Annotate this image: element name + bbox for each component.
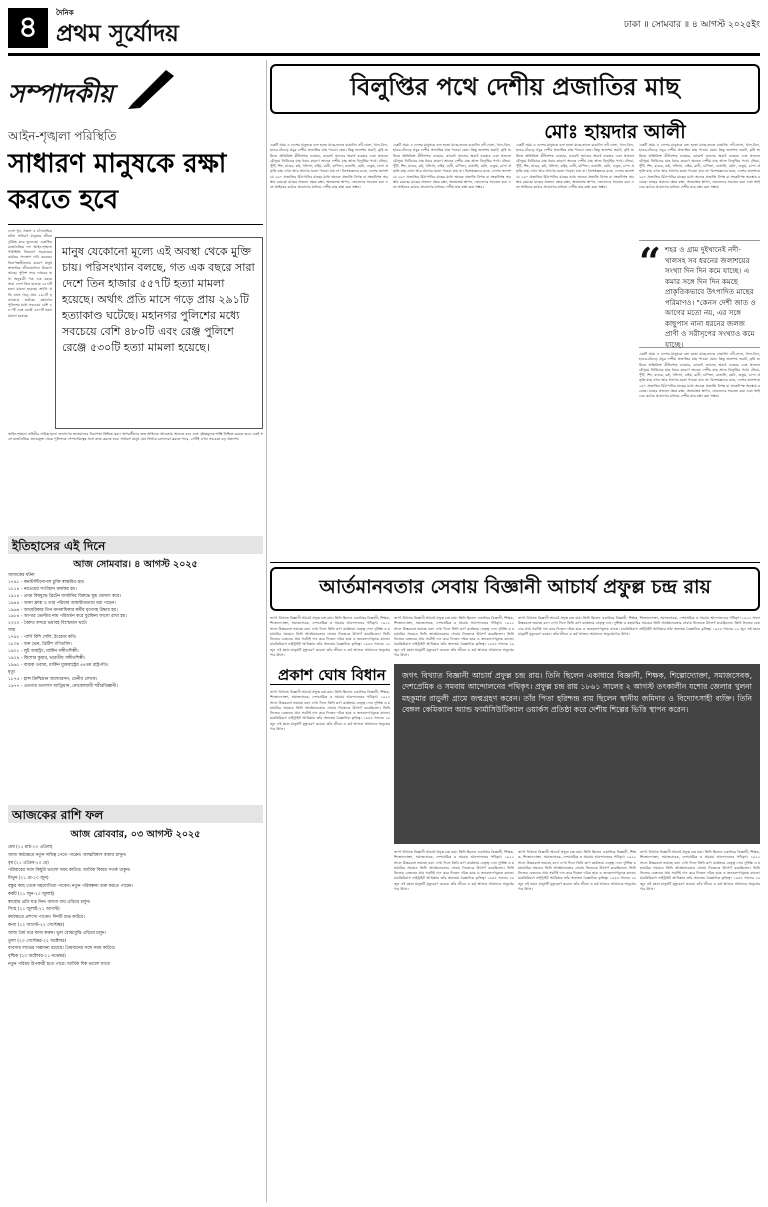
feature2-byline: প্রকাশ ঘোষ বিধান	[278, 666, 386, 684]
horoscope-body: মেষ (২১ মার্চ-২০ এপ্রিল) আজ কর্মক্ষেত্রে নতুন দায়িত্ব পেতে পারেন। আত্মবিশ্বাস বজায় রাখুন। বৃষ (২১ এপ্রিল-২০ মে) পরিবারের সঙ্গে কিছুটা ভালো সময় কাটবে। আর্থিক বিষয়ে সতর্ক থাকুন। মিথুন (২১ মে-২০ জুন) বন্ধুর কাছ থেকে সহযোগিতা পাবেন। নতুন পরিকল্পনা শুরু করতে পারেন। কর্কট (২১ জুন-২০ জুলাই) স্বাস্থ্যের প্রতি যত্ন নিন। অযথা ব্যয় এড়িয়ে চলুন। সিংহ (২১ জুলাই-২১ আগস্ট) কর্মক্ষেত্রে প্রশংসা পাবেন। দিনটি শুভ কাটবে। কন্যা (২২ আগস্ট-২২ সেপ্টেম্বর) আজ ধৈর্য ধরে কাজ করুন। ভুল বোঝাবুঝি এড়িয়ে চলুন। তুলা (২৩ সেপ্টেম্বর-২২ অক্টোবর) ব্যবসায় লাভের সম্ভাবনা রয়েছে। প্রিয়জনের সঙ্গে সময় কাটবে। বৃশ্চিক (২৩ অক্টোবর-২১ নভেম্বর) নতুন পরিচয় উপকারী হতে পারে। আর্থিক দিক ভালো যাবে।	[8, 845, 134, 967]
editorial-body-bottom: আইন-শৃঙ্খলা বাহিনীর দায়িত্ব হলো জনগণের জানমালের নিরাপত্তা নিশ্চিত করা। অপরাধীদের দ্রুত আইনের আওতায় আনতে হবে এবং দৃষ্টান্তমূলক শাস্তি নিশ্চিত করতে হবে। একই সঙ্গে রাজনৈতিক প্রভাবমুক্ত থেকে পুলিশকে পেশাদারিত্বের সঙ্গে কাজ করতে হবে। সাধারণ মানুষ যেন নির্ভয়ে চলাফেরা করতে পারে, সেটিই এখন সবচেয়ে বড় প্রত্যাশা।	[8, 432, 263, 442]
masthead-logo	[56, 7, 246, 47]
horoscope-title-bar	[8, 805, 263, 823]
feature1-byline: মোঃ হায়দার আলী	[544, 121, 686, 143]
editorial-divider	[8, 224, 263, 225]
quote-mark-icon: “	[639, 239, 661, 284]
feature1-headline: বিলুপ্তির পথে দেশীয় প্রজাতির মাছ	[350, 73, 680, 101]
feature1-col-4-top: একটি সময় এ দেশের মানুষকে বলা হতো মাছে-ভাতে বাঙালি। নদী-নালা, খাল-বিল, হাওর-বাঁওড়ে প্রচুর দেশীয় প্রজাতির মাছ পাওয়া যেত। কিন্তু জলাশয় ভরাট, কৃষি জমিতে অতিরিক্ত কীটনাশক ব্যবহার, কারেন্ট জালের অবাধ ব্যবহার এবং প্রজনন মৌসুমে নির্বিচারে মাছ ধরার কারণে অনেক দেশীয় মাছ আজ বিলুপ্তির পথে। টেংরা, পুঁটি, শিং, মাগুর, কই, খলিসা, বাইম, রানী, চাপিলা, বাতাসি, মেনি, গুতুম, চান্দা প্রভৃতি মাছ এখন আর আগের মতো পাওয়া যায় না। বিশেষজ্ঞদের মতে, দেশের জলাশয়ে ২৬০ প্রজাতির মিঠাপানির মাছের মধ্যে অনেক প্রজাতি বিপন্ন বা সংকটাপন্ন অবস্থায় রয়েছে। মাছের প্রজনন ক্ষেত্র রক্ষা, অভয়াশ্রম স্থাপন, জেলেদের সচেতন করা এবং আইনের কঠোর প্রয়োগের মাধ্যমে দেশীয় মাছ রক্ষা করা সম্ভব।	[639, 143, 762, 190]
pen-icon	[126, 66, 178, 110]
horoscope-date: আজ রোববার, ০৩ আগস্ট ২০২৫	[70, 829, 201, 840]
history-title: ইতিহাসের এই দিনে	[12, 539, 106, 553]
horoscope-title: আজকের রাশি ফল	[12, 808, 104, 822]
feature1-col-2: একটি সময় এ দেশের মানুষকে বলা হতো মাছে-ভাতে বাঙালি। নদী-নালা, খাল-বিল, হাওর-বাঁওড়ে প্রচুর দেশীয় প্রজাতির মাছ পাওয়া যেত। কিন্তু জলাশয় ভরাট, কৃষি জমিতে অতিরিক্ত কীটনাশক ব্যবহার, কারেন্ট জালের অবাধ ব্যবহার এবং প্রজনন মৌসুমে নির্বিচারে মাছ ধরার কারণে অনেক দেশীয় মাছ আজ বিলুপ্তির পথে। টেংরা, পুঁটি, শিং, মাগুর, কই, খলিসা, বাইম, রানী, চাপিলা, বাতাসি, মেনি, গুতুম, চান্দা প্রভৃতি মাছ এখন আর আগের মতো পাওয়া যায় না। বিশেষজ্ঞদের মতে, দেশের জলাশয়ে ২৬০ প্রজাতির মিঠাপানির মাছের মধ্যে অনেক প্রজাতি বিপন্ন বা সংকটাপন্ন অবস্থায় রয়েছে। মাছের প্রজনন ক্ষেত্র রক্ষা, অভয়াশ্রম স্থাপন, জেলেদের সচেতন করা এবং আইনের কঠোর প্রয়োগের মাধ্যমে দেশীয় মাছ রক্ষা করা সম্ভব।	[393, 143, 513, 190]
dateline: ঢাকা ॥ সোমবার ॥ ৪ আগস্ট ২০২৫ইং	[623, 20, 760, 30]
feature2-col-3-top: জগৎ বিখ্যাত বিজ্ঞানী আচার্য প্রফুল্ল চন্দ্র রায়। তিনি ছিলেন একাধারে বিজ্ঞানী, শিক্ষক, শিল্পোদ্যোক্তা, সমাজসেবক, দেশপ্রেমিক ও সমবায় আন্দোলনের পথিকৃৎ। ১৯২২ সালে উত্তরবঙ্গে ভয়াবহ বন্যা দেখা দিলে তিনি ত্রাণ কার্যক্রমে নেতৃত্ব দেন। দুর্ভিক্ষ ও মহামারির সময়েও তিনি আর্তমানবতার সেবায় নিজেকে উৎসর্গ করেছিলেন। তিনি নিজের বেতনের প্রায় সবটাই দান করে দিতেন দরিদ্র ছাত্র ও জনকল্যাণমূলক কাজে। মারকিউরাস নাইট্রাইট আবিষ্কার তাঁর অন্যতম বৈজ্ঞানিক কৃতিত্ব। ১৯৪৪ সালের ১৬ জুন এই মহান মানুষটি মৃত্যুবরণ করেন। তাঁর জীবন ও কর্ম আজও আমাদের অনুপ্রেরণার উৎস।	[518, 616, 762, 636]
feature2-headline-box	[270, 567, 760, 611]
feature2-col-3: জগৎ বিখ্যাত বিজ্ঞানী আচার্য প্রফুল্ল চন্দ্র রায়। তিনি ছিলেন একাধারে বিজ্ঞানী, শিক্ষক, শিল্পোদ্যোক্তা, সমাজসেবক, দেশপ্রেমিক ও সমবায় আন্দোলনের পথিকৃৎ। ১৯২২ সালে উত্তরবঙ্গে ভয়াবহ বন্যা দেখা দিলে তিনি ত্রাণ কার্যক্রমে নেতৃত্ব দেন। দুর্ভিক্ষ ও মহামারির সময়েও তিনি আর্তমানবতার সেবায় নিজেকে উৎসর্গ করেছিলেন। তিনি নিজের বেতনের প্রায় সবটাই দান করে দিতেন দরিদ্র ছাত্র ও জনকল্যাণমূলক কাজে। মারকিউরাস নাইট্রাইট আবিষ্কার তাঁর অন্যতম বৈজ্ঞানিক কৃতিত্ব। ১৯৪৪ সালের ১৬ জুন এই মহান মানুষটি মৃত্যুবরণ করেন। তাঁর জীবন ও কর্ম আজও আমাদের অনুপ্রেরণার উৎস।	[518, 850, 638, 892]
feature2-col-4: জগৎ বিখ্যাত বিজ্ঞানী আচার্য প্রফুল্ল চন্দ্র রায়। তিনি ছিলেন একাধারে বিজ্ঞানী, শিক্ষক, শিল্পোদ্যোক্তা, সমাজসেবক, দেশপ্রেমিক ও সমবায় আন্দোলনের পথিকৃৎ। ১৯২২ সালে উত্তরবঙ্গে ভয়াবহ বন্যা দেখা দিলে তিনি ত্রাণ কার্যক্রমে নেতৃত্ব দেন। দুর্ভিক্ষ ও মহামারির সময়েও তিনি আর্তমানবতার সেবায় নিজেকে উৎসর্গ করেছিলেন। তিনি নিজের বেতনের প্রায় সবটাই দান করে দিতেন দরিদ্র ছাত্র ও জনকল্যাণমূলক কাজে। মারকিউরাস নাইট্রাইট আবিষ্কার তাঁর অন্যতম বৈজ্ঞানিক কৃতিত্ব। ১৯৪৪ সালের ১৬ জুন এই মহান মানুষটি মৃত্যুবরণ করেন। তাঁর জীবন ও কর্ম আজও আমাদের অনুপ্রেরণার উৎস।	[640, 850, 762, 892]
feature1-col-3: একটি সময় এ দেশের মানুষকে বলা হতো মাছে-ভাতে বাঙালি। নদী-নালা, খাল-বিল, হাওর-বাঁওড়ে প্রচুর দেশীয় প্রজাতির মাছ পাওয়া যেত। কিন্তু জলাশয় ভরাট, কৃষি জমিতে অতিরিক্ত কীটনাশক ব্যবহার, কারেন্ট জালের অবাধ ব্যবহার এবং প্রজনন মৌসুমে নির্বিচারে মাছ ধরার কারণে অনেক দেশীয় মাছ আজ বিলুপ্তির পথে। টেংরা, পুঁটি, শিং, মাগুর, কই, খলিসা, বাইম, রানী, চাপিলা, বাতাসি, মেনি, গুতুম, চান্দা প্রভৃতি মাছ এখন আর আগের মতো পাওয়া যায় না। বিশেষজ্ঞদের মতে, দেশের জলাশয়ে ২৬০ প্রজাতির মিঠাপানির মাছের মধ্যে অনেক প্রজাতি বিপন্ন বা সংকটাপন্ন অবস্থায় রয়েছে। মাছের প্রজনন ক্ষেত্র রক্ষা, অভয়াশ্রম স্থাপন, জেলেদের সচেতন করা এবং আইনের কঠোর প্রয়োগের মাধ্যমে দেশীয় মাছ রক্ষা করা সম্ভব।	[516, 143, 636, 190]
brand-small: দৈনিক	[56, 9, 74, 17]
history-body: আজকের ঘটনা ১৭৯১ - কনস্টান্টিনোপল চুক্তি স্বাক্ষরিত হয়। ১৮১৪ - নরওয়ের সংবিধান কার্যকর হয়। ১৯১৪ - প্রথম বিশ্বযুদ্ধে ব্রিটেন জার্মানির বিরুদ্ধে যুদ্ধ ঘোষণা করে। ১৯৪৪ - আনা ফ্রাঙ্ক ও তার পরিবার আমস্টারডামে ধরা পড়েন। ১৯৬৪ - আমেরিকার তিন মানবাধিকার কর্মীর মৃতদেহ উদ্ধার হয়। ১৯৮৪ - আপার ভোল্টার নাম পরিবর্তন করে বুরকিনা ফাসো রাখা হয়। ২০২০ - বৈরুত বন্দরে ভয়াবহ বিস্ফোরণ ঘটে। জন্ম ১৭৯২ - পার্সি বিশি শেলি, ইংরেজ কবি। ১৮৩৪ - জন ভেন, ব্রিটিশ গণিতবিদ। ১৯০১ - লুই আর্মস্ট্রং, মার্কিন সঙ্গীতশিল্পী। ১৯২৯ - কিশোর কুমার, ভারতীয় সঙ্গীতশিল্পী। ১৯৬১ - বারাক ওবামা, মার্কিন যুক্তরাষ্ট্রের ৪৪তম রাষ্ট্রপতি। মৃত্যু ১৮৭৫ - হান্স ক্রিশ্চিয়ান অ্যান্ডারসন, ডেনীয় লেখক। ১৯৭৭ - এডগার ডগলাস আড্রিয়ান, নোবেলজয়ী শরীরবিজ্ঞানী।	[8, 573, 127, 689]
byline-rule	[270, 684, 390, 685]
feature2-col-2-top: জগৎ বিখ্যাত বিজ্ঞানী আচার্য প্রফুল্ল চন্দ্র রায়। তিনি ছিলেন একাধারে বিজ্ঞানী, শিক্ষক, শিল্পোদ্যোক্তা, সমাজসেবক, দেশপ্রেমিক ও সমবায় আন্দোলনের পথিকৃৎ। ১৯২২ সালে উত্তরবঙ্গে ভয়াবহ বন্যা দেখা দিলে তিনি ত্রাণ কার্যক্রমে নেতৃত্ব দেন। দুর্ভিক্ষ ও মহামারির সময়েও তিনি আর্তমানবতার সেবায় নিজেকে উৎসর্গ করেছিলেন। তিনি নিজের বেতনের প্রায় সবটাই দান করে দিতেন দরিদ্র ছাত্র ও জনকল্যাণমূলক কাজে। মারকিউরাস নাইট্রাইট আবিষ্কার তাঁর অন্যতম বৈজ্ঞানিক কৃতিত্ব। ১৯৪৪ সালের ১৬ জুন এই মহান মানুষটি মৃত্যুবরণ করেন। তাঁর জীবন ও কর্ম আজও আমাদের অনুপ্রেরণার উৎস।	[394, 616, 516, 658]
column-rule	[266, 60, 267, 1202]
brand-name: প্রথম সূর্যোদয়	[56, 20, 179, 47]
feature1-col-1: একটি সময় এ দেশের মানুষকে বলা হতো মাছে-ভাতে বাঙালি। নদী-নালা, খাল-বিল, হাওর-বাঁওড়ে প্রচুর দেশীয় প্রজাতির মাছ পাওয়া যেত। কিন্তু জলাশয় ভরাট, কৃষি জমিতে অতিরিক্ত কীটনাশক ব্যবহার, কারেন্ট জালের অবাধ ব্যবহার এবং প্রজনন মৌসুমে নির্বিচারে মাছ ধরার কারণে অনেক দেশীয় মাছ আজ বিলুপ্তির পথে। টেংরা, পুঁটি, শিং, মাগুর, কই, খলিসা, বাইম, রানী, চাপিলা, বাতাসি, মেনি, গুতুম, চান্দা প্রভৃতি মাছ এখন আর আগের মতো পাওয়া যায় না। বিশেষজ্ঞদের মতে, দেশের জলাশয়ে ২৬০ প্রজাতির মিঠাপানির মাছের মধ্যে অনেক প্রজাতি বিপন্ন বা সংকটাপন্ন অবস্থায় রয়েছে। মাছের প্রজনন ক্ষেত্র রক্ষা, অভয়াশ্রম স্থাপন, জেলেদের সচেতন করা এবং আইনের কঠোর প্রয়োগের মাধ্যমে দেশীয় মাছ রক্ষা করা সম্ভব।	[270, 143, 390, 190]
feature2-col-1: জগৎ বিখ্যাত বিজ্ঞানী আচার্য প্রফুল্ল চন্দ্র রায়। তিনি ছিলেন একাধারে বিজ্ঞানী, শিক্ষক, শিল্পোদ্যোক্তা, সমাজসেবক, দেশপ্রেমিক ও সমবায় আন্দোলনের পথিকৃৎ। ১৯২২ সালে উত্তরবঙ্গে ভয়াবহ বন্যা দেখা দিলে তিনি ত্রাণ কার্যক্রমে নেতৃত্ব দেন। দুর্ভিক্ষ ও মহামারির সময়েও তিনি আর্তমানবতার সেবায় নিজেকে উৎসর্গ করেছিলেন। তিনি নিজের বেতনের প্রায় সবটাই দান করে দিতেন দরিদ্র ছাত্র ও জনকল্যাণমূলক কাজে। মারকিউরাস নাইট্রাইট আবিষ্কার তাঁর অন্যতম বৈজ্ঞানিক কৃতিত্ব। ১৯৪৪ সালের ১৬ জুন এই মহান মানুষটি মৃত্যুবরণ করেন। তাঁর জীবন ও কর্ম আজও আমাদের অনুপ্রেরণার উৎস।	[270, 690, 392, 732]
editorial-body-top: দেশে খুন, সন্ত্রাস ও চাঁদাবাজির ঘটনা সাধারণ মানুষের জীবন দুর্বিষহ করে তুলেছে। একাধিক রাজনৈতিক দল আইন-শৃঙ্খলা পরিস্থিতি নিয়ন্ত্রণে সরকারের কার্যকর পদক্ষেপ দাবি করেছে। নিরাপত্তাহীনতার কারণে মানুষ স্বাভাবিক জীবনযাপনে উদ্বেগে আছে। পুলিশ সদর দপ্তরের তথ্য অনুযায়ী গত এক বছরে সারা দেশে তিন হাজার ৫৫৭টি হত্যা মামলা হয়েছে। অর্থাৎ প্রতি মাসে গড়ে প্রায় ২৯১টি হত্যাকাণ্ড ঘটেছে। মহানগর পুলিশের মধ্যে সবচেয়ে বেশি ৪৮০টি এবং রেঞ্জে ৫৩০টি হত্যা মামলা হয়েছে।	[8, 229, 54, 318]
feature1-quote-text: শহর ও গ্রাম দুইখানেই নদী-খালসহ সব ধরনের জলাশয়ের সংখ্যা দিন দিন কমে যাচ্ছে। এ কমার সঙ্গে দিন দিন কমছে প্রাকৃতিকভাবে উৎপাদিত মাছের পরিমাণও। "কেনস দেশী জাত ও আগের মতো নয়, এর সঙ্গে কাছুপাস নানা ধরনের জলজ প্রাণী ও সরীসৃপের সংখ্যাও কমে যাচ্ছে।	[665, 245, 756, 349]
feature-divider	[270, 562, 760, 563]
editorial-callout: মানুষ যেকোনো মূল্যে এই অবস্থা থেকে মুক্তি চায়। পরিসংখ্যান বলছে, গত এক বছরে সারা দেশে তিন হাজার ৫৫৭টি হত্যা মামলা হয়েছে। অর্থাৎ প্রতি মাসে গড়ে প্রায় ২৯১টি হত্যাকাণ্ড ঘটেছে। মহানগর পুলিশের মধ্যে সবচেয়ে বেশি ৪৮০টি এবং রেঞ্জ পুলিশে রেঞ্জে ৫৩০টি হত্যা মামলা হয়েছে।	[55, 237, 263, 429]
feature2-headline: আর্তমানবতার সেবায় বিজ্ঞানী আচার্য প্রফুল্ল চন্দ্র রায়	[319, 576, 711, 598]
feature2-lead-box: জগৎ বিখ্যাত বিজ্ঞানী আচার্য প্রফুল্ল চন্দ্র রায়। তিনি ছিলেন একাধারে বিজ্ঞানী, শিক্ষক, শিল্পোদ্যোক্তা, সমাজসেবক, দেশপ্রেমিক ও সমবায় আন্দোলনের পথিকৃৎ। প্রফুল্ল চন্দ্র রায় ১৮৬১ সালের ২ আগস্ট তৎকালীন যশোর জেলার খুলনা মহকুমার রাড়ুলী গ্রামে জন্মগ্রহণ করেন। তাঁর পিতা হরিশ্চন্দ্র রায় ছিলেন স্থানীয় জমিদার ও বিদ্যোৎসাহী ব্যক্তি। তিনি বেঙ্গল কেমিক্যাল অ্যান্ড ফার্মাসিউটিক্যাল ওয়ার্কস প্রতিষ্ঠা করে দেশীয় শিল্পের ভিত্তি স্থাপন করেন।	[394, 664, 760, 844]
header-rule	[8, 53, 760, 56]
feature1-headline-box	[270, 64, 760, 114]
feature1-col-4-bottom: একটি সময় এ দেশের মানুষকে বলা হতো মাছে-ভাতে বাঙালি। নদী-নালা, খাল-বিল, হাওর-বাঁওড়ে প্রচুর দেশীয় প্রজাতির মাছ পাওয়া যেত। কিন্তু জলাশয় ভরাট, কৃষি জমিতে অতিরিক্ত কীটনাশক ব্যবহার, কারেন্ট জালের অবাধ ব্যবহার এবং প্রজনন মৌসুমে নির্বিচারে মাছ ধরার কারণে অনেক দেশীয় মাছ আজ বিলুপ্তির পথে। টেংরা, পুঁটি, শিং, মাগুর, কই, খলিসা, বাইম, রানী, চাপিলা, বাতাসি, মেনি, গুতুম, চান্দা প্রভৃতি মাছ এখন আর আগের মতো পাওয়া যায় না। বিশেষজ্ঞদের মতে, দেশের জলাশয়ে ২৬০ প্রজাতির মিঠাপানির মাছের মধ্যে অনেক প্রজাতি বিপন্ন বা সংকটাপন্ন অবস্থায় রয়েছে। মাছের প্রজনন ক্ষেত্র রক্ষা, অভয়াশ্রম স্থাপন, জেলেদের সচেতন করা এবং আইনের কঠোর প্রয়োগের মাধ্যমে দেশীয় মাছ রক্ষা করা সম্ভব।	[639, 352, 762, 399]
feature1-pull-quote	[639, 240, 760, 348]
feature2-col-2: জগৎ বিখ্যাত বিজ্ঞানী আচার্য প্রফুল্ল চন্দ্র রায়। তিনি ছিলেন একাধারে বিজ্ঞানী, শিক্ষক, শিল্পোদ্যোক্তা, সমাজসেবক, দেশপ্রেমিক ও সমবায় আন্দোলনের পথিকৃৎ। ১৯২২ সালে উত্তরবঙ্গে ভয়াবহ বন্যা দেখা দিলে তিনি ত্রাণ কার্যক্রমে নেতৃত্ব দেন। দুর্ভিক্ষ ও মহামারির সময়েও তিনি আর্তমানবতার সেবায় নিজেকে উৎসর্গ করেছিলেন। তিনি নিজের বেতনের প্রায় সবটাই দান করে দিতেন দরিদ্র ছাত্র ও জনকল্যাণমূলক কাজে। মারকিউরাস নাইট্রাইট আবিষ্কার তাঁর অন্যতম বৈজ্ঞানিক কৃতিত্ব। ১৯৪৪ সালের ১৬ জুন এই মহান মানুষটি মৃত্যুবরণ করেন। তাঁর জীবন ও কর্ম আজও আমাদের অনুপ্রেরণার উৎস।	[394, 850, 516, 892]
editorial-headline: সাধারণ মানুষকে রক্ষা করতে হবে	[8, 149, 227, 215]
feature2-intro: জগৎ বিখ্যাত বিজ্ঞানী আচার্য প্রফুল্ল চন্দ্র রায়। তিনি ছিলেন একাধারে বিজ্ঞানী, শিক্ষক, শিল্পোদ্যোক্তা, সমাজসেবক, দেশপ্রেমিক ও সমবায় আন্দোলনের পথিকৃৎ। ১৯২২ সালে উত্তরবঙ্গে ভয়াবহ বন্যা দেখা দিলে তিনি ত্রাণ কার্যক্রমে নেতৃত্ব দেন। দুর্ভিক্ষ ও মহামারির সময়েও তিনি আর্তমানবতার সেবায় নিজেকে উৎসর্গ করেছিলেন। তিনি নিজের বেতনের প্রায় সবটাই দান করে দিতেন দরিদ্র ছাত্র ও জনকল্যাণমূলক কাজে। মারকিউরাস নাইট্রাইট আবিষ্কার তাঁর অন্যতম বৈজ্ঞানিক কৃতিত্ব। ১৯৪৪ সালের ১৬ জুন এই মহান মানুষটি মৃত্যুবরণ করেন। তাঁর জীবন ও কর্ম আজও আমাদের অনুপ্রেরণার উৎস।	[270, 616, 392, 658]
editorial-kicker: আইন-শৃঙ্খলা পরিস্থিতি	[8, 129, 117, 143]
history-title-bar	[8, 536, 263, 554]
page-number: ৪	[8, 8, 48, 48]
history-date: আজ সোমবার। ৪ আগস্ট ২০২৫	[73, 559, 198, 570]
editorial-section-title: সম্পাদকীয়	[8, 66, 180, 126]
